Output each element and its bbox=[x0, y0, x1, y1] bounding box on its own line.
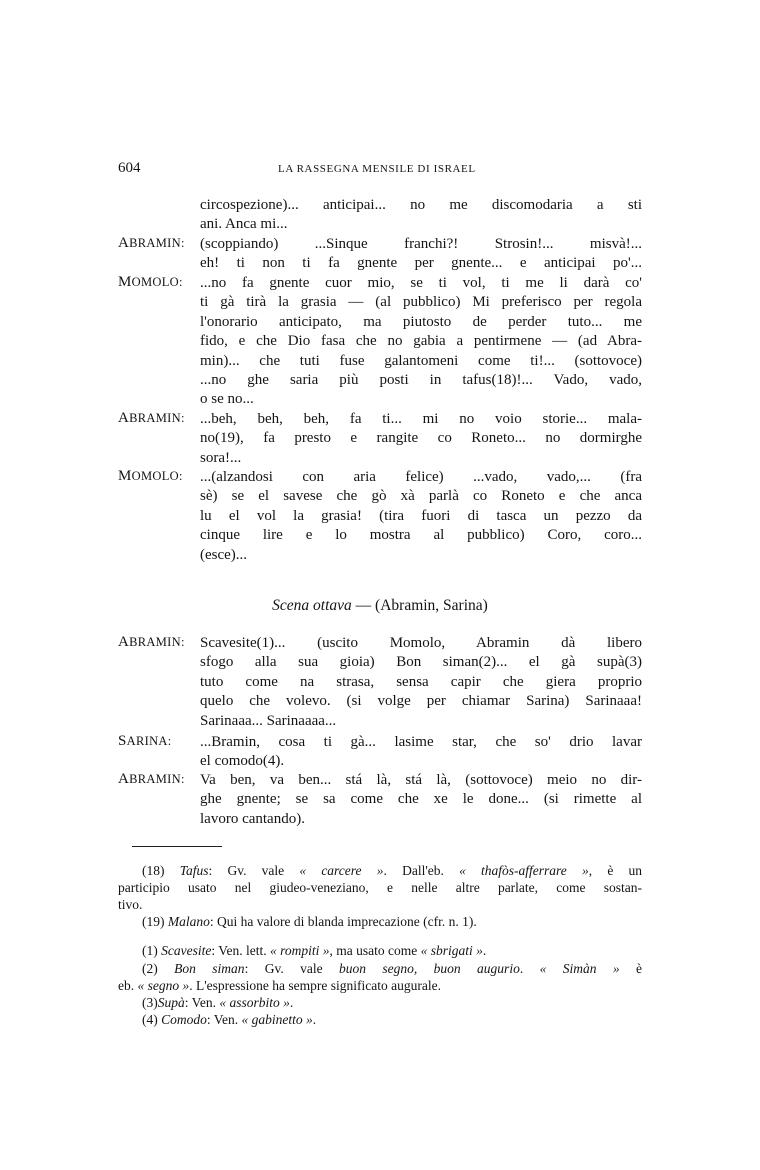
dialogue-line: ...(alzandosi con aria felice) ...vado, vado,... (fra bbox=[200, 469, 642, 485]
dialogue-line: l'onorario anticipato, ma piutosto de perder tuto... me bbox=[200, 313, 642, 330]
footnote-number: (18) bbox=[142, 863, 165, 878]
footnote-term: Scavesite bbox=[161, 943, 212, 958]
dialogue-line: ...no fa gnente cuor mio, se ti vol, ti me li darà co' bbox=[200, 275, 642, 291]
footnote-text: , ma usato come bbox=[329, 943, 421, 958]
footnote-quote: « thafòs-afferrare » bbox=[459, 863, 589, 878]
footnote-text: . bbox=[289, 995, 294, 1010]
footnote-number: (3) bbox=[142, 995, 158, 1010]
dialogue-line: quelo che volevo. (si volge per chiamar Sarina) Sarinaaa! bbox=[200, 693, 642, 710]
dialogue-line: (scoppiando) ...Sinque franchi?! Strosin!... misvà!... bbox=[200, 236, 642, 252]
dialogue-line: sora!... bbox=[200, 449, 242, 466]
dialogue-line: min)... che tuti fuse galantomeni come ti!... (sottovoce) bbox=[200, 352, 642, 369]
dialogue-line: circospezione)... anticipai... no me discomodaria a sti bbox=[200, 197, 642, 213]
footnote-term: Tafus bbox=[179, 863, 209, 878]
footnote-text: è bbox=[619, 961, 643, 976]
footnote-quote: « assorbito » bbox=[219, 995, 290, 1010]
footnote-quote: buon segno, buon augurio bbox=[339, 961, 520, 976]
dialogue-entry bbox=[118, 733, 642, 772]
footnote-1 bbox=[118, 942, 642, 959]
dialogue-line: ti gà tirà la grasia — (al pubblico) Mi preferisco per regola bbox=[200, 294, 642, 311]
running-title: LA RASSEGNA MENSILE DI ISRAEL bbox=[278, 163, 476, 175]
footnote-text: . bbox=[482, 943, 487, 958]
dialogue-entry bbox=[118, 410, 642, 468]
dialogue-line: sfogo alla sua gioia) Bon siman(2)... el gà supà(3) bbox=[200, 654, 642, 671]
footnote-text: . L'espressione ha sempre significato augurale. bbox=[189, 978, 441, 993]
footnote-2 bbox=[118, 960, 642, 994]
dialogue-entry bbox=[118, 274, 642, 410]
footnote-4 bbox=[118, 1011, 642, 1028]
footnote-quote: « segno » bbox=[137, 978, 190, 993]
dialogue-line: ...no ghe saria più posti in tafus(18)!... Vado, vado, bbox=[200, 372, 642, 389]
page-header bbox=[118, 160, 642, 180]
dialogue-entry bbox=[118, 771, 642, 829]
dialogue-line: ghe gnente; se sa come che xe le done... (si rimette al bbox=[200, 791, 642, 808]
dialogue-line: tuto come na strasa, sensa capir che giera proprio bbox=[200, 673, 642, 690]
footnote-divider bbox=[132, 846, 222, 847]
footnote-text: eb. bbox=[118, 978, 138, 993]
footnote-text: . Dall'eb. bbox=[383, 863, 460, 878]
dialogue-entry bbox=[118, 468, 642, 565]
footnote-text: : Ven. bbox=[206, 1012, 242, 1027]
dialogue-line: Scavesite(1)... (uscito Momolo, Abramin dà libero bbox=[200, 635, 642, 651]
dialogue-line: Va ben, va ben... stá là, stá là, (sottovoce) meio no dir- bbox=[200, 772, 642, 788]
footnote-text: tivo. bbox=[118, 897, 143, 912]
dialogue-line: eh! ti non ti fa gnente per gnente... e anticipai po'... bbox=[200, 255, 642, 272]
footnote-quote: « rompiti » bbox=[269, 943, 330, 958]
footnote-term: Comodo bbox=[161, 1012, 207, 1027]
dialogue-line: lavoro cantando). bbox=[200, 810, 305, 827]
footnote-quote: « carcere » bbox=[299, 863, 384, 878]
scene-cast: — (Abramin, Sarina) bbox=[355, 597, 488, 614]
footnote-number: (4) bbox=[142, 1012, 158, 1027]
footnote-text: : Ven. bbox=[184, 995, 220, 1010]
dialogue-line: lu el vol la grasia! (tira fuori di tasca un pezzo da bbox=[200, 507, 642, 524]
speaker-label: ABRAMIN: bbox=[118, 410, 185, 426]
page-number: 604 bbox=[118, 160, 141, 176]
speaker-label: ABRAMIN: bbox=[118, 634, 185, 650]
scene-heading bbox=[118, 597, 642, 615]
speaker-label: ABRAMIN: bbox=[118, 771, 185, 787]
footnote-text: participio usato nel giudeo-veneziano, e nelle altre parlate, come sostan- bbox=[118, 880, 642, 895]
speaker-label: ABRAMIN: bbox=[118, 235, 185, 251]
dialogue-line: ani. Anca mi... bbox=[200, 216, 288, 233]
footnote-number: (2) bbox=[142, 961, 158, 976]
footnote-3 bbox=[118, 994, 642, 1011]
footnote-quote: « Simàn » bbox=[539, 961, 620, 976]
footnote-text: . bbox=[519, 961, 540, 976]
footnote-term: Bon siman bbox=[174, 961, 245, 976]
footnote-text: : Gv. vale bbox=[208, 863, 300, 878]
dialogue-line: cinque lire e lo mostra al pubblico) Coro, coro... bbox=[200, 527, 642, 544]
footnote-text: : Ven. lett. bbox=[211, 943, 270, 958]
footnote-number: (19) bbox=[142, 914, 165, 929]
footnote-text: : Qui ha valore di blanda imprecazione (cfr. n. 1). bbox=[209, 914, 477, 929]
dialogue-line: no(19), fa presto e rangite co Roneto... no dormirghe bbox=[200, 430, 642, 447]
scene-title: Scena ottava bbox=[272, 597, 352, 614]
dialogue-entry bbox=[118, 634, 642, 731]
footnote-quote: « sbrigati » bbox=[420, 943, 483, 958]
dialogue-line: fido, e che Dio fasa che no gabia a pentirmene — (ad Abra- bbox=[200, 333, 642, 350]
footnote-text: , è un bbox=[588, 863, 643, 878]
footnote-term: Supà bbox=[157, 995, 185, 1010]
footnote-18 bbox=[118, 862, 642, 913]
footnote-19 bbox=[118, 913, 642, 930]
dialogue-entry bbox=[118, 235, 642, 274]
dialogue-entry bbox=[118, 196, 642, 235]
speaker-label: MOMOLO: bbox=[118, 274, 183, 290]
footnote-text: : Gv. vale bbox=[244, 961, 339, 976]
dialogue-line: Sarinaaa... Sarinaaaa... bbox=[200, 712, 337, 729]
footnote-quote: « gabinetto » bbox=[241, 1012, 313, 1027]
dialogue-line: o se no... bbox=[200, 391, 254, 408]
footnote-text: . bbox=[312, 1012, 317, 1027]
dialogue-line: ...beh, beh, beh, fa ti... mi no voio storie... mala- bbox=[200, 411, 642, 427]
speaker-label: SARINA: bbox=[118, 733, 172, 749]
speaker-label: MOMOLO: bbox=[118, 468, 183, 484]
dialogue-line: ...Bramin, cosa ti gà... lasime star, che so' drio lavar bbox=[200, 734, 642, 750]
footnote-term: Malano bbox=[167, 914, 210, 929]
dialogue-line: (esce)... bbox=[200, 546, 248, 563]
footnote-number: (1) bbox=[142, 943, 158, 958]
dialogue-line: el comodo(4). bbox=[200, 753, 285, 770]
dialogue-line: sè) se el savese che gò xà parlà co Roneto e che anca bbox=[200, 488, 642, 505]
